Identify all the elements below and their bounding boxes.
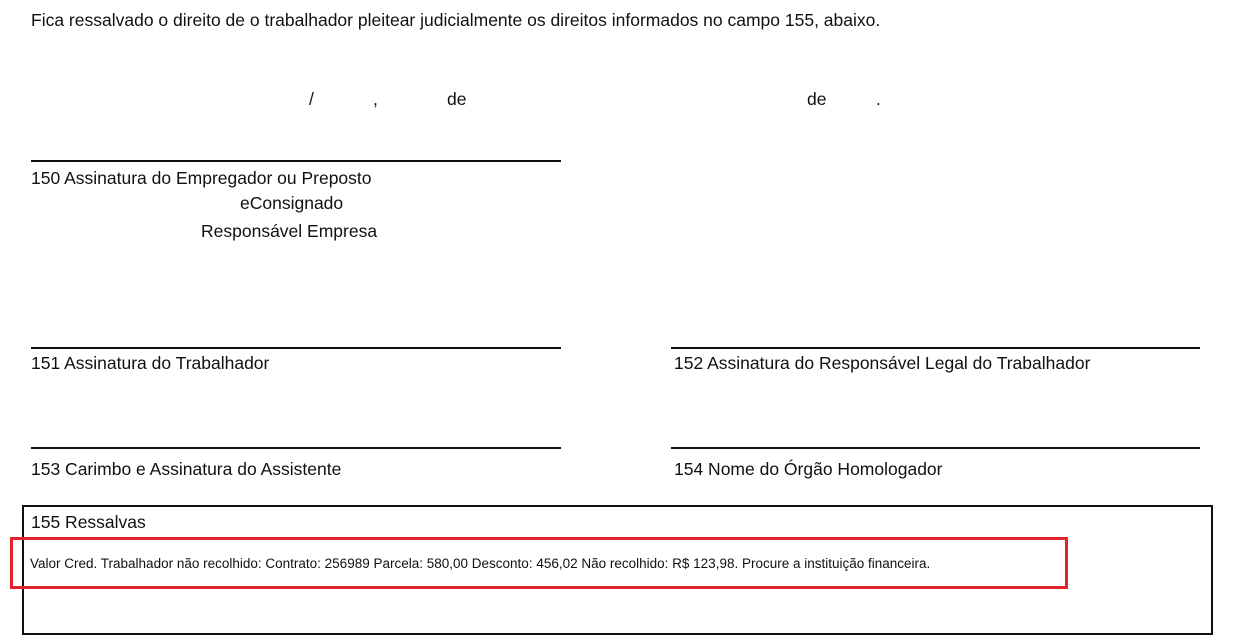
date-period: . [876,89,881,109]
highlight-box [10,537,1068,589]
date-de-year: de [807,89,827,109]
field-150-company: eConsignado [240,193,344,213]
date-de-month: de [447,89,467,109]
field-152-label: 152 Assinatura do Responsável Legal do Trabalhador [674,353,1091,373]
field-151-label: 151 Assinatura do Trabalhador [31,353,270,373]
field-153-label: 153 Carimbo e Assinatura do Assistente [31,459,342,479]
intro-text: Fica ressalvado o direito de o trabalhador pleitear judicialmente os direitos informados no campo 155, abaixo. [31,10,881,30]
ressalvas-text: Valor Cred. Trabalhador não recolhido: Contrato: 256989 Parcela: 580,00 Desconto: 456,02 Não recolhido: R$ 123,98. Procure a instituição financeira. [30,556,931,571]
field-155-label: 155 Ressalvas [31,512,146,532]
date-comma: , [373,89,378,109]
signature-line-151 [31,347,561,349]
signature-line-150 [31,160,561,162]
field-150-label: 150 Assinatura do Empregador ou Preposto [31,168,372,188]
date-slash: / [309,89,314,109]
signature-line-152 [671,347,1200,349]
signature-line-153 [31,447,561,449]
signature-line-154 [671,447,1200,449]
field-154-label: 154 Nome do Órgão Homologador [674,459,943,479]
field-150-role: Responsável Empresa [201,221,378,241]
